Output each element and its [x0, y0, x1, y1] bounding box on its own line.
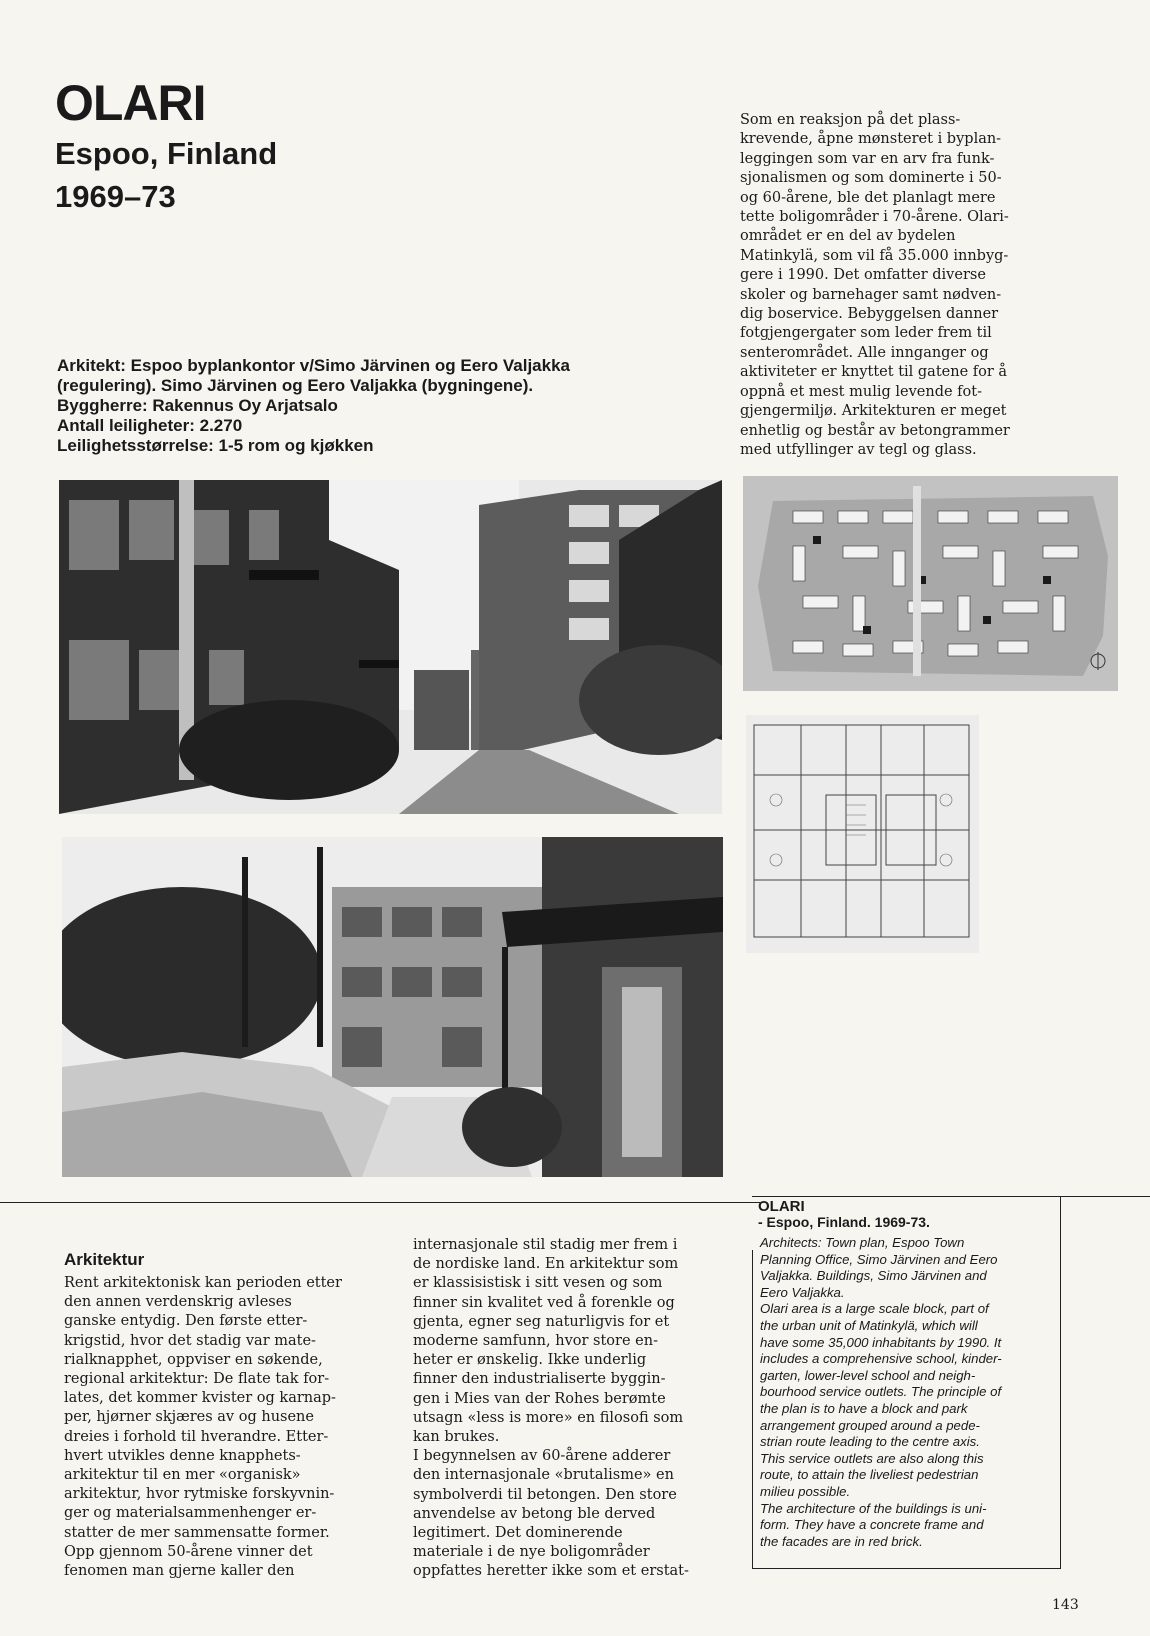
text-line: legitimert. Det dominerende — [413, 1525, 623, 1542]
page-number: 143 — [1052, 1597, 1079, 1613]
section-divider — [0, 1202, 760, 1203]
text-line: anvendelse av betong ble derved — [413, 1505, 656, 1522]
text-line: moderne samfunn, hvor store en- — [413, 1333, 658, 1350]
text-line: de nordiske land. En arkitektur som — [413, 1256, 679, 1273]
credit-line: Antall leiligheter: 2.270 — [57, 416, 243, 435]
text-line: includes a comprehensive school, kinder- — [760, 1351, 1002, 1367]
summary-text — [760, 1235, 1060, 1550]
text-line: the facades are in red brick. — [760, 1533, 923, 1549]
article-column-1-text — [64, 1274, 364, 1581]
article-heading: Arkitektur — [64, 1250, 145, 1269]
photo-entrance-canopy-rocks — [62, 837, 723, 1177]
floor-plan — [746, 715, 979, 953]
credit-line: Leilighetsstørrelse: 1-5 rom og kjøkken — [57, 436, 374, 455]
text-line: bourhood service outlets. The principle of — [760, 1384, 1002, 1400]
text-line: gjengermiljø. Arkitekturen er meget — [740, 403, 1007, 420]
credit-line: Arkitekt: Espoo byplankontor v/Simo Järvinen og Eero Valjakka — [57, 356, 570, 375]
project-credits — [57, 356, 697, 456]
text-line: internasjonale stil stadig mer frem i — [413, 1237, 678, 1253]
text-line: dreies i forhold til hverandre. Etter- — [64, 1428, 329, 1445]
text-line: oppnå et mest mulig levende fot- — [740, 383, 982, 400]
photo-street-apartment-blocks — [59, 480, 722, 814]
credit-line: Byggherre: Rakennus Oy Arjatsalo — [57, 396, 338, 415]
credit-line: (regulering). Simo Järvinen og Eero Valjakka (bygningene). — [57, 376, 534, 395]
article-column-1 — [64, 1250, 364, 1581]
text-line: have some 35,000 inhabitants by 1990. It — [760, 1334, 1002, 1350]
text-line: kan brukes. — [413, 1429, 500, 1446]
text-line: This service outlets are also along this — [760, 1450, 984, 1466]
text-line: materiale i de nye boligområder — [413, 1544, 650, 1561]
text-line: krevende, åpne mønsteret i byplan- — [740, 131, 1002, 148]
text-line: milieu possible. — [760, 1483, 851, 1499]
text-line: senterområdet. Alle innganger og — [740, 344, 989, 361]
text-line: statter de mer sammensatte former. — [64, 1524, 330, 1541]
location-subtitle: Espoo, Finland — [55, 136, 278, 171]
text-line: hvert utvikles denne knapphets- — [64, 1447, 301, 1464]
summary-subtitle: - Espoo, Finland. 1969-73. — [758, 1214, 930, 1230]
text-line: Rent arkitektonisk kan perioden etter — [64, 1275, 342, 1291]
page-title: OLARI — [55, 75, 206, 131]
text-line: route, to attain the liveliest pedestrian — [760, 1467, 979, 1483]
text-line: strian route leading to the centre axis. — [760, 1434, 980, 1450]
text-line: aktiviteter er knyttet til gatene for å — [740, 364, 1008, 381]
text-line: fenomen man gjerne kaller den — [64, 1563, 295, 1580]
text-line: Eero Valjakka. — [760, 1284, 845, 1300]
text-line: utsagn «less is more» en filosofi som — [413, 1409, 684, 1426]
text-line: ger og materialsammenhenger er- — [64, 1505, 317, 1522]
text-line: krigstid, hvor det stadig var mate- — [64, 1332, 316, 1349]
text-line: The architecture of the buildings is uni- — [760, 1500, 987, 1516]
text-line: heter er ønskelig. Ikke underlig — [413, 1352, 647, 1369]
text-line: the urban unit of Matinkylä, which will — [760, 1317, 978, 1333]
text-line: lates, det kommer kvister og karnap- — [64, 1390, 336, 1407]
text-line: gjenta, egner seg naturligvis for et — [413, 1313, 670, 1330]
text-line: Architects: Town plan, Espoo Town — [760, 1235, 965, 1250]
text-line: leggingen som var en arv fra funk- — [740, 150, 995, 167]
text-line: området er en del av bydelen — [740, 228, 956, 245]
summary-title: OLARI — [758, 1198, 805, 1215]
site-plan — [743, 476, 1118, 691]
text-line: rialknapphet, oppviser en søkende, — [64, 1351, 323, 1368]
text-line: ganske entydig. Den første etter- — [64, 1313, 308, 1330]
text-line: arkitektur, hvor rytmiske forskyvnin- — [64, 1486, 335, 1503]
text-line: the plan is to have a block and park — [760, 1400, 968, 1416]
text-line: Olari area is a large scale block, part of — [760, 1301, 989, 1317]
text-line: finner sin kvalitet ved å forenkle og — [413, 1294, 675, 1311]
text-line: garten, lower-level school and neigh- — [760, 1367, 976, 1383]
text-line: er klassisistisk i sitt vesen og som — [413, 1275, 663, 1292]
text-line: finner den industrialiserte byggin- — [413, 1371, 666, 1388]
text-line: Opp gjennom 50-årene vinner det — [64, 1543, 313, 1560]
text-line: form. They have a concrete frame and — [760, 1517, 984, 1533]
text-line: skoler og barnehager samt nødven- — [740, 286, 1002, 303]
text-line: dig boservice. Bebyggelsen danner — [740, 306, 999, 323]
text-line: Som en reaksjon på det plass- — [740, 112, 961, 128]
article-column-2 — [413, 1236, 718, 1582]
text-line: regional arkitektur: De flate tak for- — [64, 1371, 330, 1388]
text-line: oppfattes heretter ikke som et erstat- — [413, 1563, 689, 1580]
years-subtitle: 1969–73 — [55, 179, 176, 214]
intro-paragraph — [740, 111, 1060, 460]
text-line: tette boligområder i 70-årene. Olari- — [740, 209, 1009, 226]
text-line: enhetlig og består av betongrammer — [740, 422, 1010, 439]
text-line: sjonalismen og som dominerte i 50- — [740, 170, 1002, 187]
text-line: per, hjørner skjæres av og husene — [64, 1409, 314, 1426]
text-line: symbolverdi til betongen. Den store — [413, 1486, 677, 1503]
text-line: I begynnelsen av 60-årene adderer — [413, 1448, 671, 1465]
text-line: den internasjonale «brutalisme» en — [413, 1467, 674, 1484]
text-line: arkitektur til en mer «organisk» — [64, 1467, 301, 1484]
text-line: gen i Mies van der Rohes berømte — [413, 1390, 666, 1407]
text-line: arrangement grouped around a pede- — [760, 1417, 980, 1433]
text-line: Valjakka. Buildings, Simo Järvinen and — [760, 1268, 987, 1284]
text-line: gere i 1990. Det omfatter diverse — [740, 267, 986, 284]
text-line: fotgjengergater som leder frem til — [740, 325, 992, 342]
text-line: Matinkylä, som vil få 35.000 innbyg- — [740, 247, 1009, 264]
text-line: og 60-årene, ble det planlagt mere — [740, 189, 996, 206]
text-line: den annen verdenskrig avleses — [64, 1294, 292, 1311]
text-line: Planning Office, Simo Järvinen and Eero — [760, 1251, 998, 1267]
text-line: med utfyllinger av tegl og glass. — [740, 441, 977, 458]
